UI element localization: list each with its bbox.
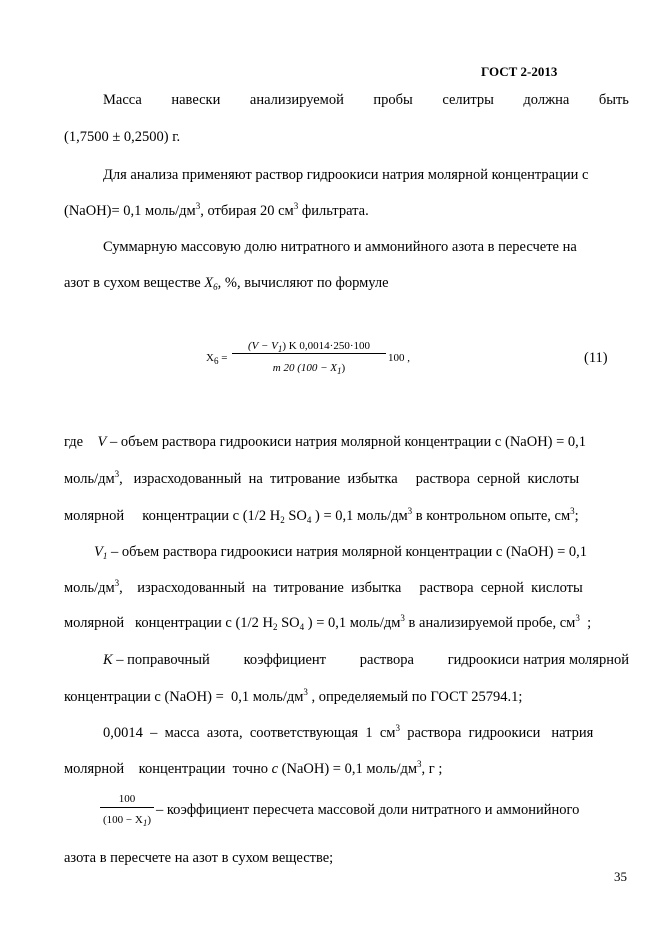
para1-line2: (1,7500 ± 0,2500) г. (64, 129, 181, 145)
def-last-line: азота в пересчете на азот в сухом веществе; (64, 850, 334, 866)
def-v1-line2: моль/$дм^3$, израсходованный на титрование избытка раствора серной кислоты (64, 578, 583, 596)
def-v1-line3: молярной концентрации с (1/2 $H_2$ $SO_4$ ) = 0,1 моль/$дм^3$ в анализируемой пробе, $см^3$ ; (64, 613, 592, 632)
formula-number: (11) (584, 350, 608, 366)
page-number: 35 (614, 869, 627, 884)
formula-denominator: m 20 $(100 - X_1)$ (272, 362, 346, 376)
document-header: ГОСТ 2-2013 (481, 64, 558, 79)
word: селитры (442, 92, 494, 108)
word: анализируемой (249, 92, 344, 108)
def-n-line1: 0,0014 – масса азота, соответствующая 1 $см^3$ раствора гидроокиси натрия (103, 723, 594, 741)
word: Масса (103, 92, 142, 108)
formula-lhs: $X_6$ = (206, 352, 228, 366)
word: должна (523, 92, 570, 108)
def-k-line1: K – поправочный коэффициент раствора гидроокиси натрия молярной (103, 652, 629, 668)
para2-line2: (NaOH)= 0,1 моль/$дм^3$, отбирая 20 $см^3$ фильтрата. (64, 201, 369, 219)
para3-line1: Суммарную массовую долю нитратного и аммонийного азота в пересчете на (103, 239, 577, 255)
formula-factor: 100 , (388, 352, 410, 364)
para2-line1: Для анализа применяют раствор гидроокиси натрия молярной концентрации с (103, 167, 589, 183)
word: пробы (373, 92, 413, 108)
word: навески (171, 92, 221, 108)
def-frac-text: – коэффициент пересчета массовой доли нитратного и аммонийного (156, 802, 580, 818)
def-k-line2: концентрации с (NaOH) = 0,1 моль/$дм^3$ , определяемый по ГОСТ 25794.1; (64, 687, 523, 705)
def-v1-line1: $V_1$ – объем раствора гидроокиси натрия молярной концентрации с (NaOH) = 0,1 (94, 544, 588, 561)
para3-line2: азот в сухом веществе $X_6$, %, вычисляют по формуле (64, 275, 389, 292)
para1-line1 (103, 92, 629, 109)
def-frac-denominator: $(100 - X_1)$ (103, 814, 151, 828)
def-v-line3: молярной концентрации с (1/2 $H_2$ $SO_4$ ) = 0,1 моль/$дм^3$ в контрольном опыте, $см^3$; (64, 506, 579, 525)
def-v-line2: моль/$дм^3$, израсходованный на титрование избытка раствора серной кислоты (64, 469, 580, 487)
formula-numerator: $(V - V_1)$ K 0,0014·250·100 (232, 340, 386, 354)
word: быть (598, 92, 629, 108)
def-n-line2: молярной концентрации точно с (NaOH) = 0,1 моль/$дм^3$, г ; (64, 759, 443, 777)
def-frac-numerator: 100 (100, 793, 154, 808)
def-v-line1: где V – объем раствора гидроокиси натрия молярной концентрации с (NaOH) = 0,1 (64, 434, 587, 450)
